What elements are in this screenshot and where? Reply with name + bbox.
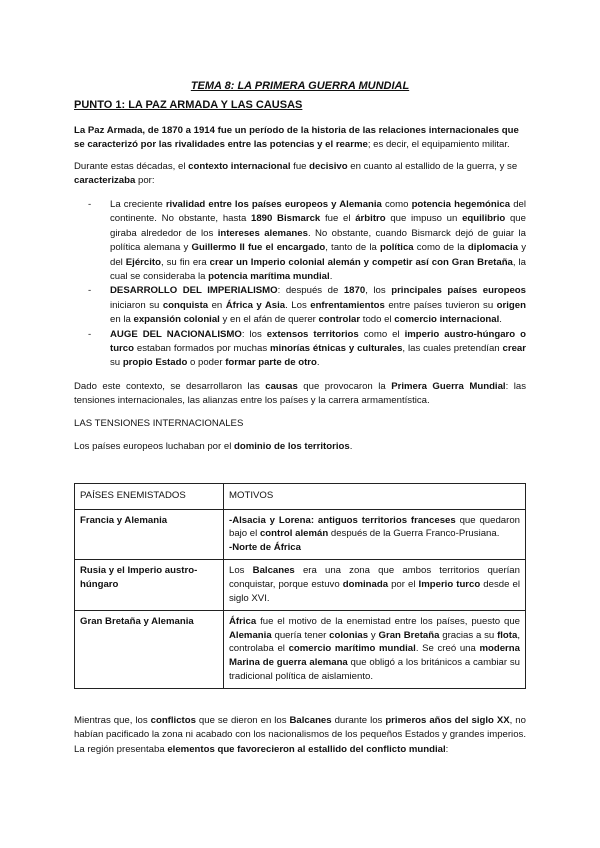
table-header-row — [75, 484, 526, 510]
list-item: - AUGE DEL NACIONALISMO: los extensos territorios como el imperio austro-húngaro o turco estaban formados por muchas minorías étnicas y culturales, las cuales pretendían crear su propio Estado o poder formar parte de otro. — [88, 328, 526, 369]
table-cell-reason: Los Balcanes era una zona que ambos territorios querían conquistar, porque estuvo dominada por el Imperio turco desde el siglo XVI. — [224, 560, 526, 611]
intro-paragraph: La Paz Armada, de 1870 a 1914 fue un período de la historia de las relaciones internacionales que se caracterizó por las rivalidades entre las potencias y el rearme; es decir, el equipamiento militar. — [74, 125, 519, 151]
table-row — [75, 560, 526, 611]
table-cell-country: Francia y Alemania — [75, 509, 224, 560]
table-cell-country: Gran Bretaña y Alemania — [75, 611, 224, 689]
table-row — [75, 509, 526, 560]
bullet-list — [74, 198, 526, 371]
table-cell-reason: -Alsacia y Lorena: antiguos territorios franceses que quedaron bajo el control alemán después de la Guerra Franco-Prusiana. -Norte de África — [224, 509, 526, 560]
balkans-paragraph: Mientras que, los conflictos que se dieron en los Balcanes durante los primeros años del siglo XX, no habían pacificado la zona ni acabado con los nacionalismos de los pequeños Estados y grandes imperios. La región presentaba elementos que favorecieron al estallido del conflicto mundial: — [74, 715, 526, 755]
subsection-heading: LAS TENSIONES INTERNACIONALES — [74, 418, 244, 429]
page-title: TEMA 8: LA PRIMERA GUERRA MUNDIAL — [190, 80, 410, 92]
context-paragraph: Durante estas décadas, el contexto internacional fue decisivo en cuanto al estallido de la guerra, y se caracterizaba por: — [74, 161, 518, 187]
column-header: MOTIVOS — [224, 484, 526, 510]
table-cell-reason: África fue el motivo de la enemistad entre los países, puesto que Alemania quería tener colonias y Gran Bretaña gracias a su flota, controlaba el comercio marítimo mundial. Se creó una moderna Marina de guerra alemana que obligó a los británicos a cambiar su tradicional política de aislamiento. — [224, 611, 526, 689]
territories-paragraph: Los países europeos luchaban por el dominio de los territorios. — [74, 441, 353, 452]
causes-paragraph: Dado este contexto, se desarrollaron las causas que provocaron la Primera Guerra Mundial: las tensiones internacionales, las alianzas entre los países y la carrera armamentística. — [74, 381, 526, 407]
table-cell-country: Rusia y el Imperio austro-húngaro — [75, 560, 224, 611]
rivalries-table — [74, 483, 526, 689]
column-header: PAÍSES ENEMISTADOS — [75, 484, 224, 510]
list-item: - DESARROLLO DEL IMPERIALISMO: después de 1870, los principales países europeos iniciaron su conquista en África y Asia. Los enfrentamientos entre países tuvieron su origen en la expansión colonial y en el afán de querer controlar todo el comercio internacional. — [88, 285, 526, 326]
section-heading: PUNTO 1: LA PAZ ARMADA Y LAS CAUSAS — [74, 99, 303, 111]
table-row — [75, 611, 526, 689]
list-item: - La creciente rivalidad entre los países europeos y Alemania como potencia hegemónica del continente. No obstante, hasta 1890 Bismarck fue el árbitro que impuso un equilibrio que giraba alrededor de los intereses alemanes. No obstante, cuando Bismarck dejó de guiar la política alemana y Guillermo II fue el encargado, tanto de la política como de la diplomacia y del Ejército, su fin era crear un Imperio colonial alemán y competir así con Gran Bretaña, la cual se consideraba la potencia marítima mundial. — [88, 199, 527, 283]
